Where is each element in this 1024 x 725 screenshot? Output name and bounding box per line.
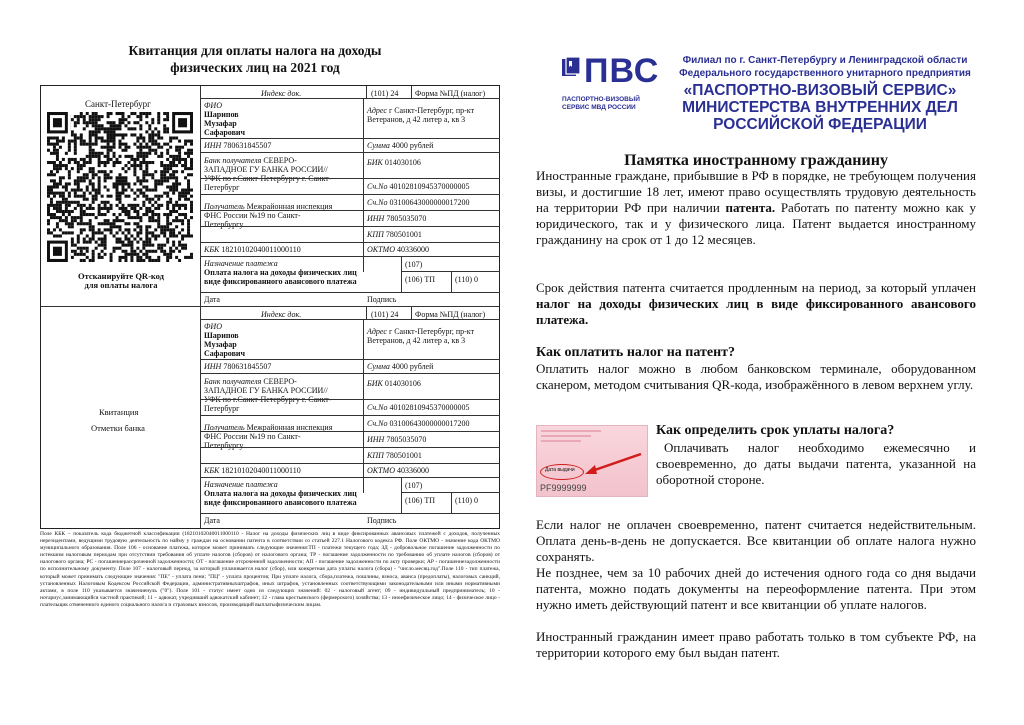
code-106: (106) ТП	[405, 496, 435, 505]
address-field: Адрес г Санкт-Петербург, пр-кт Ветеранов, д 42 литер а, кв 3	[367, 106, 475, 124]
oktmo-field: ОКТМО 40336000	[367, 245, 429, 254]
bank-marks-label: Отметки банка	[91, 423, 145, 433]
index-doc-value: (101) 24	[371, 89, 399, 98]
code-106: (106) ТП	[405, 275, 435, 284]
patent-number: PF9999999	[540, 483, 587, 493]
bik-field: БИК 014030106	[367, 379, 421, 388]
pvs-logo	[558, 52, 658, 122]
date-label: Дата	[204, 295, 220, 304]
arrow-icon	[583, 452, 643, 478]
sum-field: Сумма 4000 рублей	[367, 362, 434, 371]
logo-letters: ПВС	[584, 52, 660, 90]
oktmo-field: ОКТМО 40336000	[367, 466, 429, 475]
date-label: Дата	[204, 516, 220, 525]
branch-header: Филиал по г. Санкт-Петербургу и Ленинградской области Федерального государственного унитарного предприятия	[679, 55, 971, 79]
qr-code[interactable]	[47, 112, 193, 262]
org-name: «ПАСПОРТНО-ВИЗОВЫЙ СЕРВИС» МИНИСТЕРСТВА ВНУТРЕННИХ ДЕЛ РОССИЙСКОЙ ФЕДЕРАЦИИ	[682, 82, 958, 133]
memo-title: Памятка иностранному гражданину	[624, 152, 888, 169]
paragraph-reissue: Не позднее, чем за 10 рабочих дней до истечения одного года со дня выдачи патента, можно подать документы на переоформление патента. При этом нужно иметь действующий патент и все квитанции об уплате налогов.	[536, 565, 976, 612]
paragraph-term: Оплачивать налог необходимо ежемесячно и своевременно, до даты выдачи патента, указанной на оборотной стороне.	[656, 440, 976, 487]
purpose-field: Назначение платежа Оплата налога на доходы физических лиц виде фиксированного авансового платежа	[204, 259, 357, 286]
kpp-field: КПП 780501001	[367, 451, 422, 460]
form-pd-label: Форма №ПД (налог)	[415, 310, 486, 319]
receipt-title: Квитанция для оплаты налога на доходы физических лиц на 2021 год	[128, 43, 382, 75]
code-107: (107)	[405, 260, 423, 269]
sum-field: Сумма 4000 рублей	[367, 141, 434, 150]
inn2-field: ИНН 7805035070	[367, 435, 427, 444]
inn-field: ИНН 780631845507	[204, 141, 272, 150]
paragraph-patent: Иностранные граждане, прибывшие в РФ в порядке, не требующем получения визы, и достигшие 18 лет, имеют право осуществлять трудовую деятельность на территории РФ при наличии патента. Работать по патенту можно как у юридического, так и у физического лица. Патент выдается иностранному гражданину на срок от 1 до 12 месяцев.	[536, 168, 976, 247]
inn-field: ИНН 780631845507	[204, 362, 272, 371]
patent-date-label: Дата выдачи	[545, 467, 575, 473]
account1-field: Сч.No 40102810945370000005	[367, 403, 470, 412]
patent-image	[536, 425, 648, 497]
qr-caption: Отсканируйте QR-код для оплаты налога	[78, 271, 164, 290]
account1-field: Сч.No 40102810945370000005	[367, 182, 470, 191]
logo-subtitle: ПАСПОРТНО-ВИЗОВЫЙ СЕРВИС МВД РОССИИ	[562, 96, 640, 111]
receiver-field: Получатель Межрайонная инспекция ФНС России №19 по Санкт- Петербургу	[204, 202, 333, 229]
bank-field: Банк получателя СЕВЕРО- ЗАПАДНОЕ ГУ БАНКА РОССИИ// УФК по г.Санкт-Петербургу г. Санкт- Петербург	[204, 156, 332, 192]
kvitanciya-label: Квитанция	[99, 407, 139, 417]
account2-field: Сч.No 03100643000000017200	[367, 198, 470, 207]
receipt-form	[40, 85, 500, 529]
bik-field: БИК 014030106	[367, 158, 421, 167]
kbk-field: КБК 18210102040011000110	[204, 245, 301, 254]
code-110: (110) 0	[455, 496, 479, 505]
form-pd-label: Форма №ПД (налог)	[415, 89, 486, 98]
address-field: Адрес г Санкт-Петербург, пр-кт Ветеранов, д 42 литер а, кв 3	[367, 327, 475, 345]
code-107: (107)	[405, 481, 423, 490]
inn2-field: ИНН 7805035070	[367, 214, 427, 223]
paragraph-how-to-pay: Оплатить налог можно в любом банковском терминале, оборудованном сканером, методом считывания QR-кода, изображённого в левом верхнем углу.	[536, 361, 976, 392]
fio-field: ФИО Шарипов Музафар Сафарович	[204, 101, 246, 137]
heading-how-to-pay: Как оплатить налог на патент?	[536, 345, 736, 360]
heading-term: Как определить срок уплаты налога?	[656, 423, 895, 438]
index-doc-label: Индекс док.	[261, 89, 302, 98]
footnote-text: Поле КБК – показатель кода бюджетной классификации (18210102040011000110 - Налог на доходы физических лиц в виде фиксированных авансовых платежей с доходов, полученных нерезидентами, ведущими трудовую деятельность по найму у граждан на основании патента в соответствии со статьей 227.1 Налогового кодекса РФ. Поле ОКТМО - значение кода ОКТМО муниципального образования. Поле 106 - основание платежа, которое может принимать следующие значения:ТП - платежи текущего года; ЗД - добровольное погашение задолженности по истекшим налоговым периодам при отсутствии требования об уплате налогов (сборов) от налогового органа; ТР - погашение задолженности по требованию об уплате налогов (сборов) от налогового органа; РС - погашениерассроченной задолженности; ОТ - погашение отсроченной задолженности; АП - погашение задолженности по акту проверки; АР - погашениезадолженности по исполнительному документу. Поле 107 - налоговый период, за который уплачивается налог (сбор), или конкретная дата уплаты налога (сбора) - "число.месяц.год".Поле 110 - тип платежа, который может принимать следующие значения: "ПЕ" - уплата пени; "ПЦ" - уплата процентов; При уплате налога, сбора,платежа, пошлины, взноса, аванса (предоплаты), налоговых санкций, установленных Налоговым Кодексом Российской Федерации, административныхштрафов, иных штрафов, установленных соответствующими законодательными или иными нормативными актами, в поле 110 указывается значениенуль ("0"). Поле 101 - статус имеет одно из следующих значений: 02 - налоговый агент; 09 - индивидуальный предприниматель; 10 - нотариус,занимающийся частной практикой; 11 – адвокат, учредивший адвокатский кабинет; 12 - глава крестьянского (фермерского) хозяйства; 13 - иноефизическое лицо; 14 - физическое лицо - плательщик отмененного единого социального налога и страховых взносов, производящий выплатыфизическим лицам.	[40, 531, 500, 608]
kbk-field: КБК 18210102040011000110	[204, 466, 301, 475]
fio-field: ФИО Шарипов Музафар Сафарович	[204, 322, 246, 358]
index-doc-value: (101) 24	[371, 310, 399, 319]
account2-field: Сч.No 03100643000000017200	[367, 419, 470, 428]
code-110: (110) 0	[455, 275, 479, 284]
index-doc-label: Индекс док.	[261, 310, 302, 319]
purpose-field: Назначение платежа Оплата налога на доходы физических лиц виде фиксированного авансового платежа	[204, 480, 357, 507]
paragraph-validity: Срок действия патента считается продленным на период, за который уплачен налог на доходы физических лиц в виде фиксированного авансового платежа.	[536, 280, 976, 327]
city-label: Санкт-Петербург	[85, 99, 151, 109]
signature-label: Подпись	[367, 295, 397, 304]
book-icon	[560, 56, 582, 78]
signature-label: Подпись	[367, 516, 397, 525]
paragraph-invalid: Если налог не оплачен своевременно, патент считается недействительным. Оплата день-в-день не допускается. Все квитанции об оплате налога нужно сохранять.	[536, 517, 976, 564]
paragraph-region: Иностранный гражданин имеет право работать только в том субъекте РФ, на территории которого ему был выдан патент.	[536, 629, 976, 660]
bank-field: Банк получателя СЕВЕРО- ЗАПАДНОЕ ГУ БАНКА РОССИИ// УФК по г.Санкт-Петербургу г. Санкт- Петербург	[204, 377, 332, 413]
kpp-field: КПП 780501001	[367, 230, 422, 239]
receiver-field: Получатель Межрайонная инспекция ФНС России №19 по Санкт- Петербургу	[204, 423, 333, 450]
